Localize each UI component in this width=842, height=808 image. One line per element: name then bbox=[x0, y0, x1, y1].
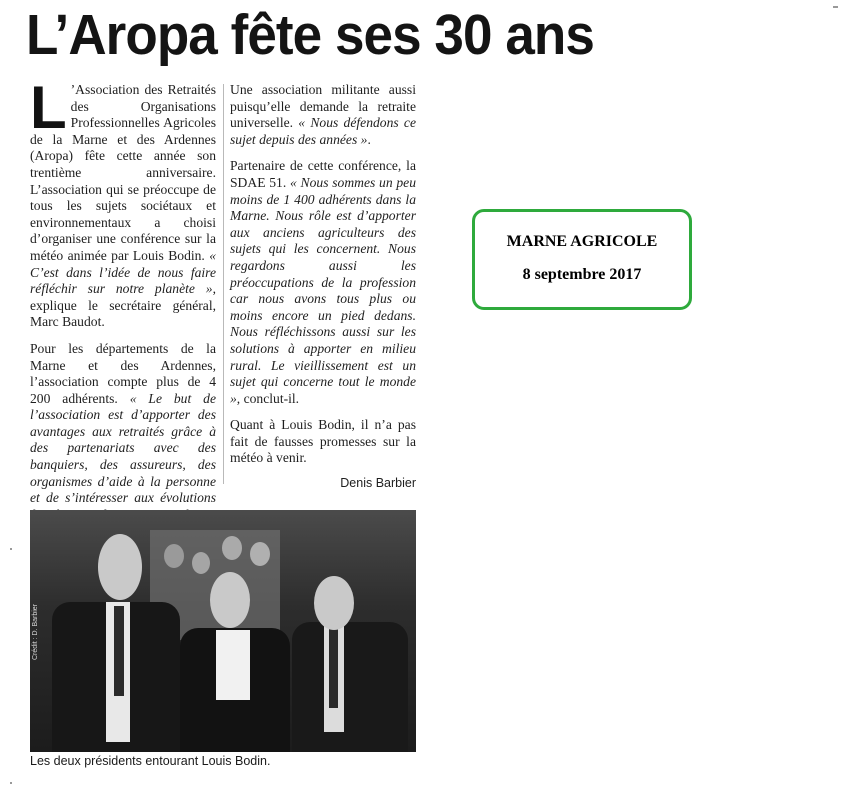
background-person bbox=[250, 542, 270, 566]
paragraph bbox=[230, 82, 416, 148]
person-left-head bbox=[98, 534, 142, 600]
article-headline: L’Aropa fête ses 30 ans bbox=[26, 3, 594, 67]
quote: « Nous défendons ce sujet depuis des années » bbox=[230, 115, 416, 147]
text: ’Association des Retraités des Organisations Professionnelles Agricoles de la Marne et des Ardennes (Aropa) fête cette année son trentième anniversaire. L’association qui se préoccupe de tous les sujets sociétaux et environnementaux a choisi d’organiser une conférence sur la météo animée par Louis Bodin. bbox=[30, 82, 216, 263]
text: Une association militante aussi puisqu’elle demande la retraite universelle. bbox=[230, 82, 416, 131]
person-right-head bbox=[314, 576, 354, 630]
article-column-2 bbox=[230, 82, 416, 492]
scan-artifact bbox=[10, 782, 12, 784]
tie bbox=[329, 628, 338, 708]
drop-cap: L bbox=[30, 74, 67, 141]
person-center-head bbox=[210, 572, 250, 628]
text: , conclut-il. bbox=[236, 390, 300, 406]
scan-artifact bbox=[833, 6, 838, 8]
text: . bbox=[367, 131, 371, 147]
text: Partenaire de cette conférence, la SDAE 51. bbox=[230, 158, 416, 190]
photo-caption: Les deux présidents entourant Louis Bodin. bbox=[30, 754, 271, 768]
scan-artifact bbox=[10, 548, 12, 550]
column-divider bbox=[223, 84, 224, 484]
person-right-body bbox=[292, 622, 408, 752]
paragraph bbox=[230, 158, 416, 407]
tie bbox=[114, 606, 124, 696]
text: Quant à Louis Bodin, il n’a pas fait de fausses promesses sur la météo à venir. bbox=[230, 417, 416, 466]
source-label-box bbox=[472, 209, 692, 310]
publication-name: MARNE AGRICOLE bbox=[506, 233, 658, 250]
shirt bbox=[216, 630, 250, 700]
article-photo bbox=[30, 510, 416, 752]
text: , explique le secrétaire général, Marc Baudot. bbox=[30, 281, 216, 330]
quote: « C’est dans l’idée de nous faire réfléchir sur notre planète » bbox=[30, 247, 216, 297]
quote: « Nous sommes un peu moins de 1 400 adhérents dans la Marne. Nous rôle est d’apporter aux anciens agriculteurs des sujets qui les concernent. Nous regardons aussi les préoccupations de la profession car nous avons tous plus ou moins encore un pied dedans. Nous réfléchissons aussi sur les solutions à apporter en milieu rural. Le vieillissement est un sujet qui concerne tout le monde » bbox=[230, 174, 417, 406]
paragraph bbox=[30, 74, 216, 331]
background-person bbox=[164, 544, 184, 568]
text: Pour les départements de la Marne et des Ardennes, l’association compte plus de 4 200 adhérents. bbox=[30, 340, 216, 406]
publication-date: 8 septembre 2017 bbox=[522, 266, 642, 283]
paragraph bbox=[230, 417, 416, 467]
quote: « Le but de l’association est d’apporter des avantages aux retraités grâce à des partenariats avec des banquiers, des assureurs, des organismes d’aide à la personne et de s’intéresser aux évolutions bbox=[30, 390, 216, 506]
article-column-1 bbox=[30, 74, 216, 567]
author-signature: Denis Barbier bbox=[340, 476, 416, 491]
photo-credit: Crédit : D. Barbier bbox=[32, 603, 39, 660]
background-person bbox=[192, 552, 210, 574]
background-person bbox=[222, 536, 242, 560]
